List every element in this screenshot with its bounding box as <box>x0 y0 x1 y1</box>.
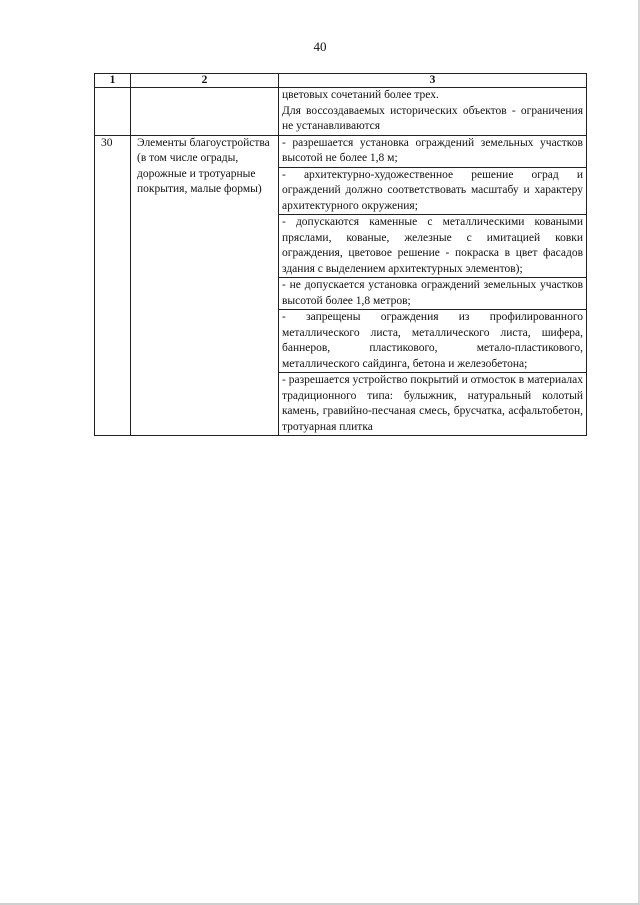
requirement-item: - разрешается установка ограждений земельных участков высотой не более 1,8 м; <box>279 136 586 168</box>
row-name-cell: Элементы благоустройства (в том числе ограды, дорожные и тротуарные покрытия, малые формы) <box>131 135 279 436</box>
requirement-item: - запрещены ограждения из профилированного металлического листа, металлического листа, шифера, баннеров, пластикового, метало-пластикового, металлического сайдинга, бетона и железобетона; <box>279 310 586 373</box>
row-number-cell: 30 <box>95 135 131 436</box>
column-header-2: 2 <box>131 74 279 88</box>
page-number: 40 <box>313 39 327 54</box>
row-requirements-cell <box>279 135 587 436</box>
requirement-item: - архитектурно-художественное решение оград и ограждений должно соответствовать масштабу и характеру архитектурного окружения; <box>279 168 586 216</box>
continuation-line-2: Для воссоздаваемых исторических объектов - ограничения не устанавливаются <box>282 104 583 132</box>
continuation-text-cell <box>279 88 587 136</box>
column-header-1: 1 <box>95 74 131 88</box>
table-header-row <box>95 74 587 88</box>
requirement-item: - не допускается установка ограждений земельных участков высотой более 1,8 метров; <box>279 278 586 310</box>
continuation-number-cell <box>95 88 131 136</box>
requirement-item: - допускаются каменные с металлическими коваными пряслами, кованые, железные с имитацией ковки ограждения, цветовое решение - покраска в цвет фасадов здания с выделением архитектурных элементов); <box>279 215 586 278</box>
continuation-line-1: цветовых сочетаний более трех. <box>282 89 439 101</box>
column-header-3: 3 <box>279 74 587 88</box>
requirement-item: - разрешается устройство покрытий и отмосток в материалах традиционного типа: булыжник, натуральный колотый камень, гравийно-песчаная смесь, брусчатка, асфальтобетон, тротуарная плитка <box>282 374 583 433</box>
regulations-table <box>94 73 587 436</box>
continuation-name-cell <box>131 88 279 136</box>
table-row-30 <box>95 135 587 436</box>
table-row-continuation <box>95 88 587 136</box>
